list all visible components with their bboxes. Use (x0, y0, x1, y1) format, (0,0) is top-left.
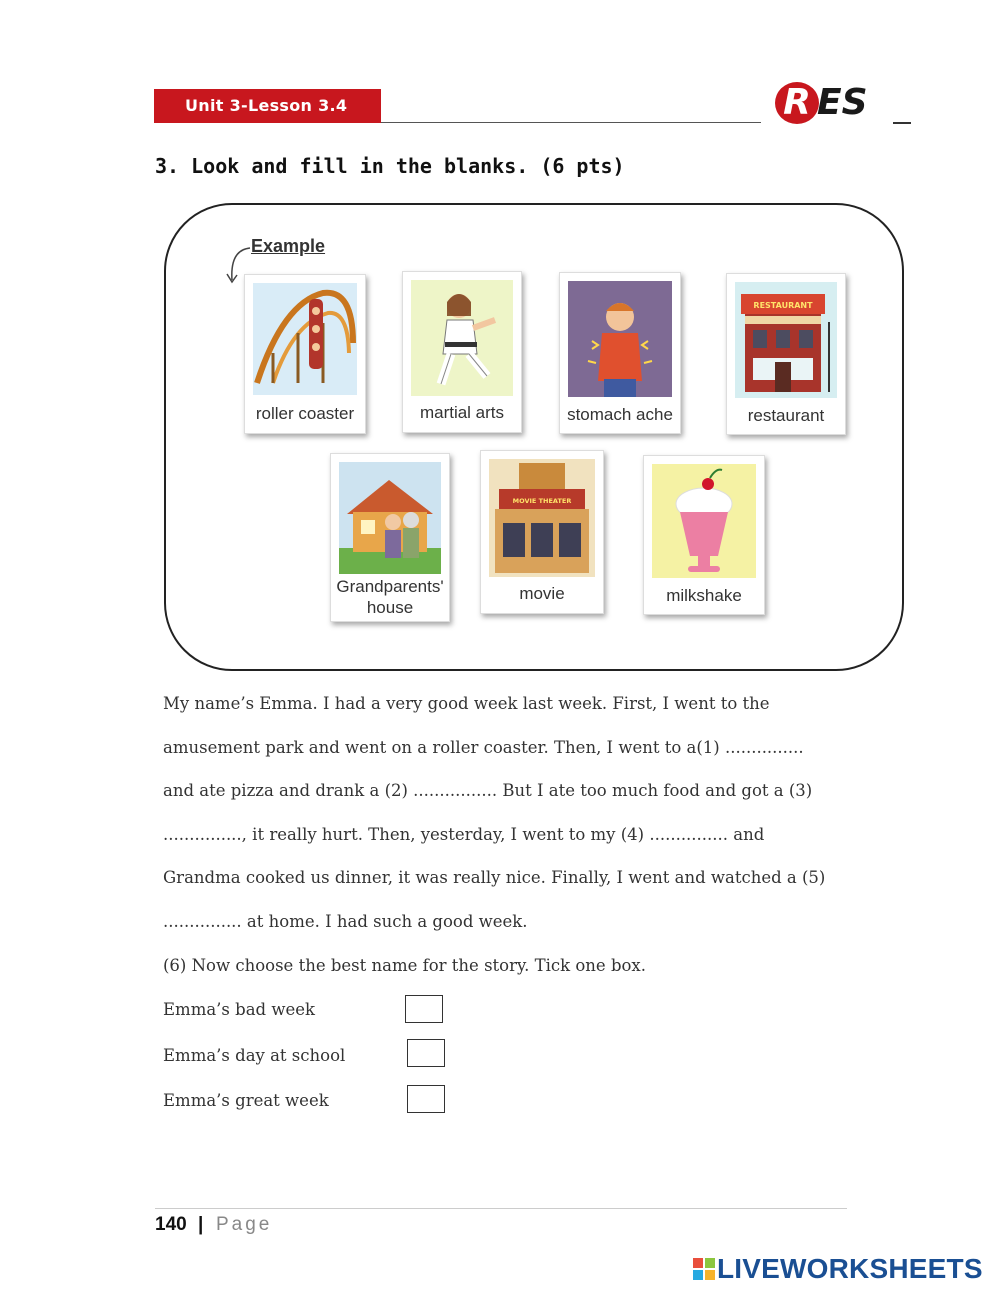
card-caption: milkshake (666, 586, 742, 605)
roller-coaster-image (253, 283, 357, 395)
card-caption: restaurant (747, 406, 825, 425)
card-stomach-ache (559, 272, 681, 434)
card-caption: stomach ache (567, 405, 673, 424)
movie-theater-image (489, 459, 595, 577)
story-line: and ate pizza and drank a (2) ................ But I ate too much food and got a (3) (163, 781, 813, 800)
card-grandparents-house (330, 453, 450, 622)
milkshake-image (652, 464, 756, 578)
card-restaurant (726, 273, 846, 435)
card-caption (331, 576, 449, 618)
option-label: Emma’s day at school (163, 1046, 346, 1065)
card-martial-arts (402, 271, 522, 433)
story-line: ..............., it really hurt. Then, yesterday, I went to my (4) ............... and (163, 824, 765, 844)
restaurant-image (735, 282, 837, 398)
caption-line-2: house (366, 598, 414, 617)
theater-sign-text: MOVIE THEATER (512, 497, 572, 505)
tick-box-great-week[interactable] (407, 1085, 445, 1113)
header-rule (381, 122, 761, 123)
caption-line-1: Grandparents' (336, 577, 444, 596)
logo-text: ES (817, 82, 868, 123)
story-line: My name’s Emma. I had a very good week last week. First, I went to the (163, 694, 770, 713)
footer-rule (155, 1208, 847, 1209)
story-text (163, 682, 903, 943)
card-milkshake (643, 455, 765, 615)
card-caption: roller coaster (255, 404, 355, 423)
logo-r: R (775, 82, 819, 124)
story-line: amusement park and went on a roller coaster. Then, I went to a(1) ............... (163, 737, 804, 757)
martial-arts-image (411, 280, 513, 396)
page-number: 140 | (155, 1214, 204, 1235)
card-roller-coaster (244, 274, 366, 434)
grandparents-house-image (339, 462, 441, 574)
tick-box-bad-week[interactable] (405, 995, 443, 1023)
unit-banner: Unit 3-Lesson 3.4 (154, 89, 381, 123)
page-word: Page (216, 1214, 273, 1235)
option-label: Emma’s bad week (163, 1000, 315, 1019)
liveworksheets-text: LIVEWORKSHEETS (717, 1253, 983, 1284)
card-caption: martial arts (419, 403, 505, 422)
tick-box-day-at-school[interactable] (407, 1039, 445, 1067)
question-6: (6) Now choose the best name for the story. Tick one box. (163, 956, 646, 975)
restaurant-sign-text: RESTAURANT (753, 301, 813, 310)
example-label: Example (251, 236, 326, 256)
res-logo (775, 82, 915, 126)
card-caption: movie (519, 584, 565, 603)
story-line: Grandma cooked us dinner, it was really nice. Finally, I went and watched a (5) (163, 868, 826, 887)
card-movie (480, 450, 604, 614)
stomach-ache-image (568, 281, 672, 397)
task-title: 3. Look and fill in the blanks. (6 pts) (155, 154, 625, 178)
option-label: Emma’s great week (163, 1091, 329, 1110)
story-line: ............... at home. I had such a good week. (163, 911, 528, 931)
liveworksheets-icon (693, 1258, 715, 1280)
